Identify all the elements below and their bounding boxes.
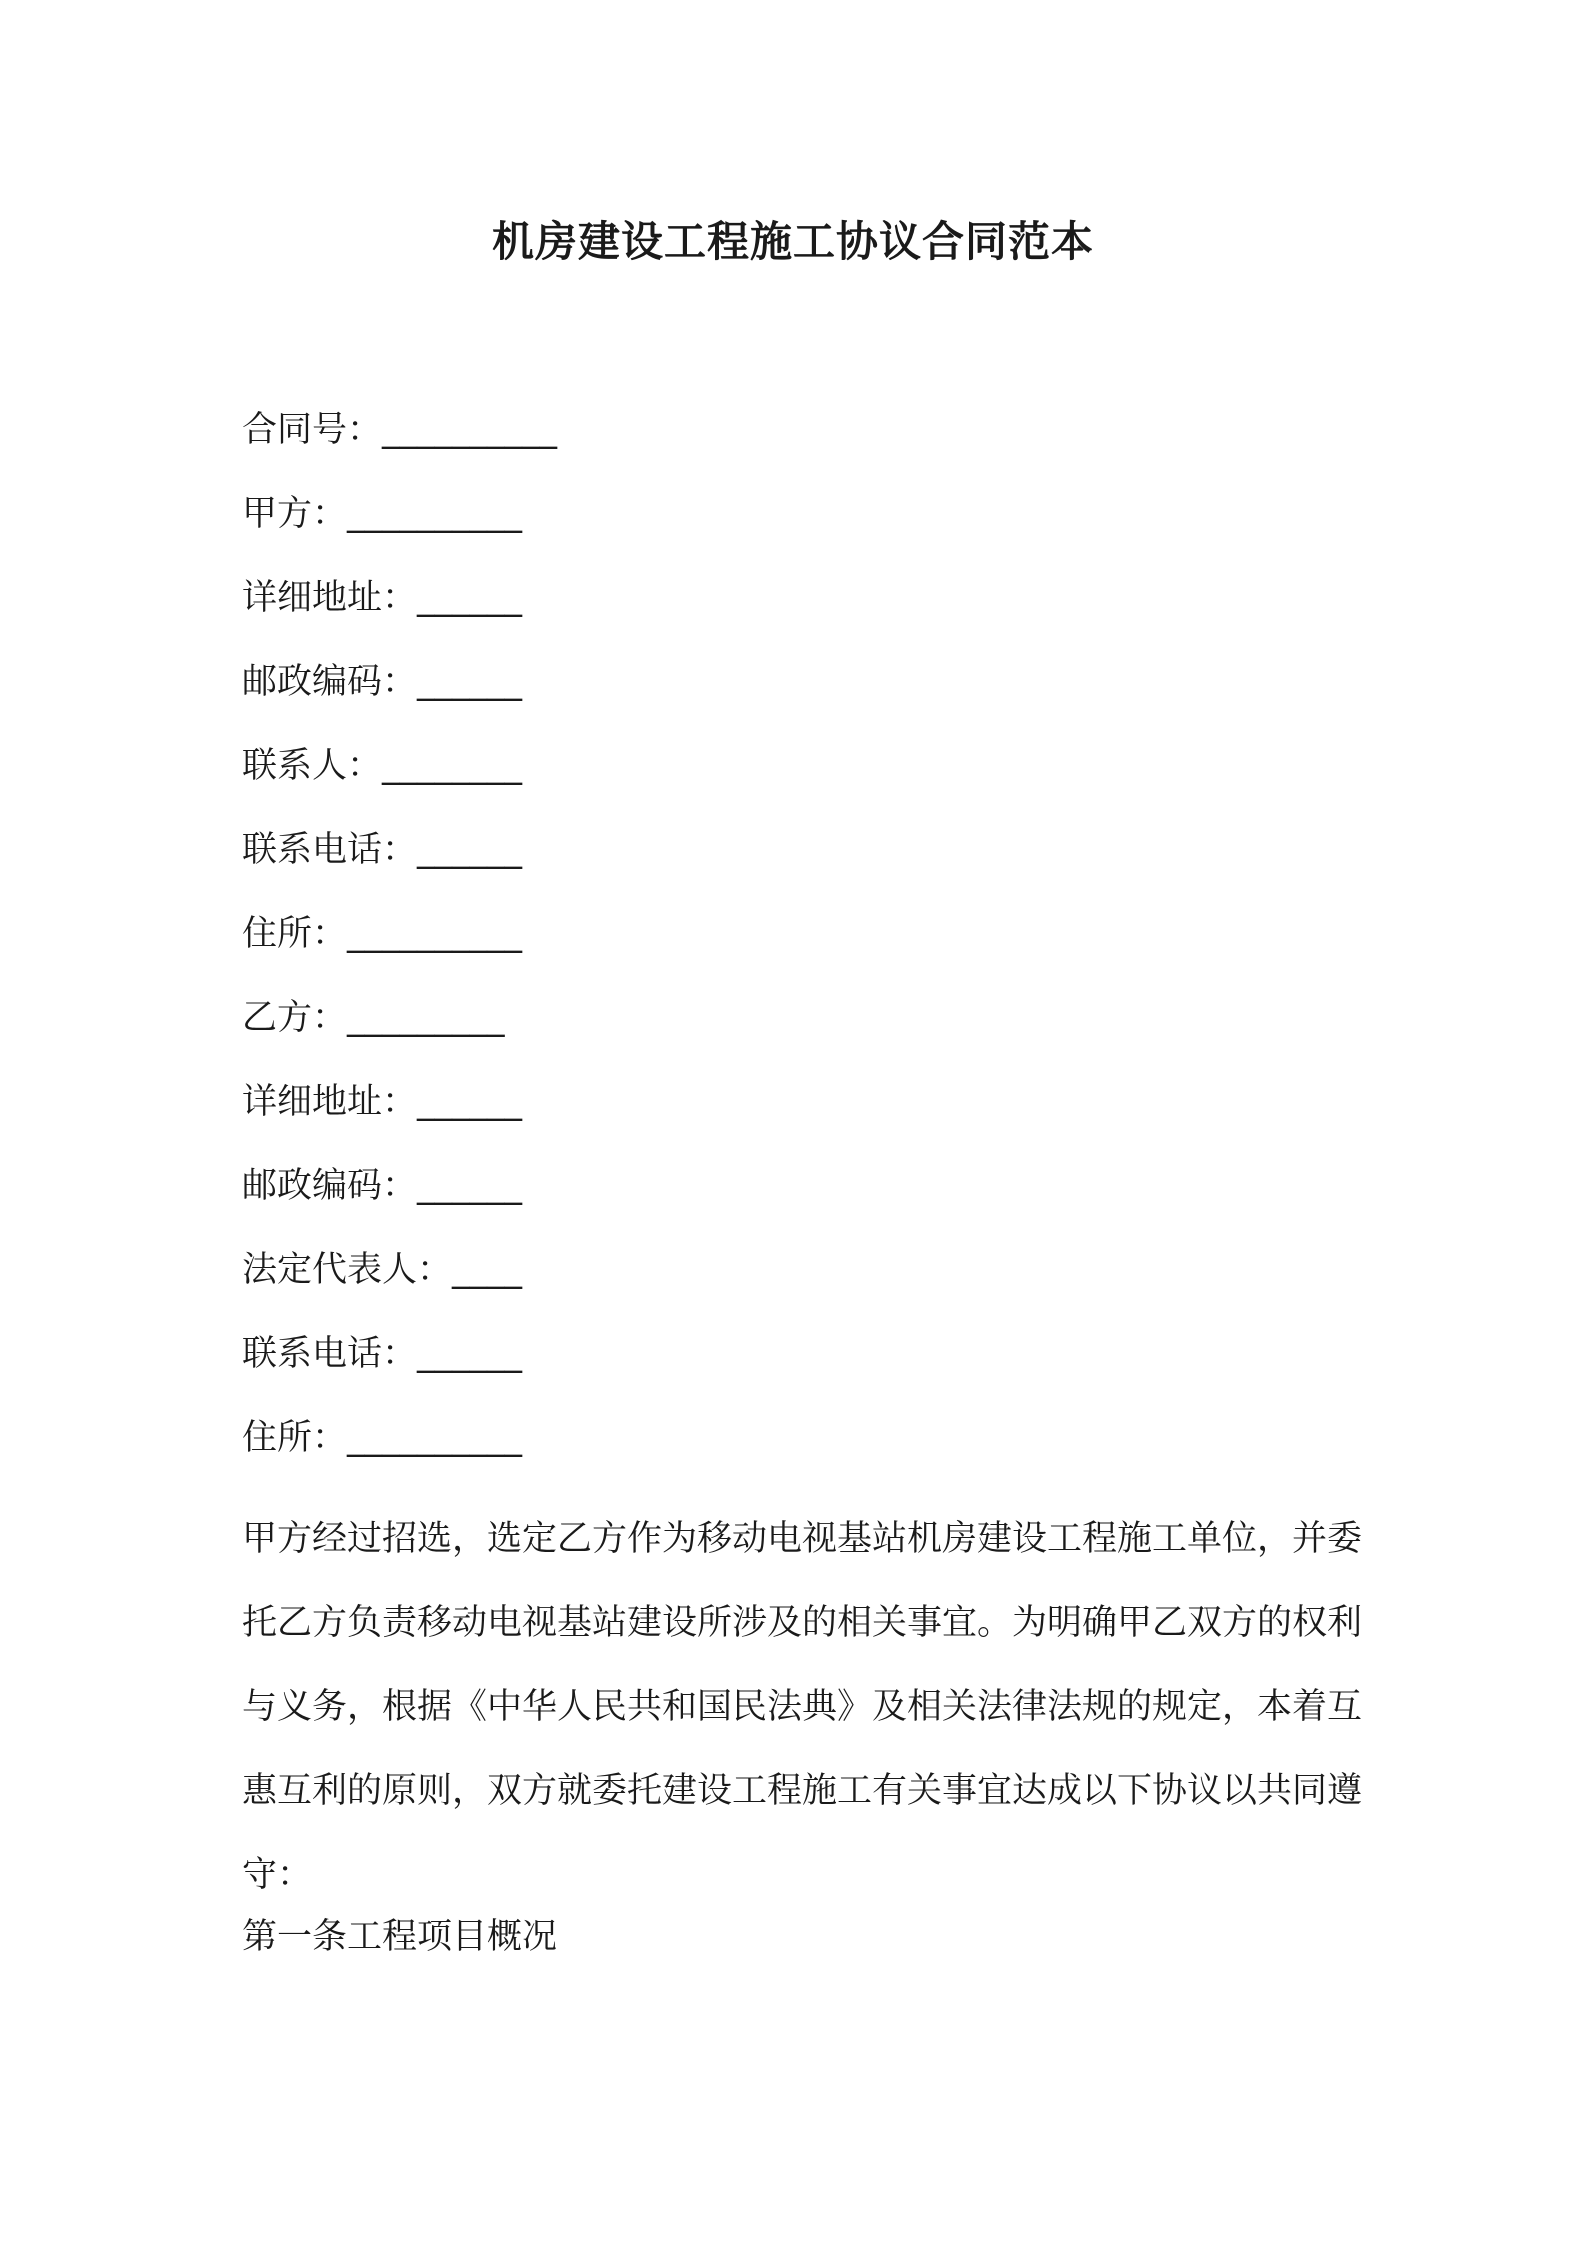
field-party-a: 甲方：__________ — [242, 494, 523, 534]
field-party-a-contact: 联系人：________ — [242, 746, 523, 786]
document-title: 机房建设工程施工协议合同范本 — [491, 217, 1094, 266]
party-fields — [242, 410, 1362, 1502]
field-party-b-phone: 联系电话：______ — [242, 1334, 523, 1374]
field-party-b-domicile: 住所：__________ — [242, 1418, 523, 1458]
field-party-b-legal-rep: 法定代表人：____ — [242, 1250, 523, 1290]
intro-paragraph: 甲方经过招选，选定乙方作为移动电视基站机房建设工程施工单位，并委托乙方负责移动电视基站建设所涉及的相关事宜。为明确甲乙双方的权利与义务，根据《中华人民共和国民法典》及相关法律法规的规定，本着互惠互利的原则，双方就委托建设工程施工有关事宜达成以下协议以共同遵守： — [242, 1519, 1363, 1895]
field-party-a-postcode: 邮政编码：______ — [242, 662, 523, 702]
field-party-a-phone: 联系电话：______ — [242, 830, 523, 870]
field-party-a-address: 详细地址：______ — [242, 578, 523, 618]
section-heading: 第一条工程项目概况 — [242, 1917, 558, 1957]
field-party-b-address: 详细地址：______ — [242, 1082, 523, 1122]
field-party-a-domicile: 住所：__________ — [242, 914, 523, 954]
field-party-b: 乙方：_________ — [242, 998, 505, 1038]
field-contract-number: 合同号：__________ — [242, 410, 558, 450]
field-party-b-postcode: 邮政编码：______ — [242, 1166, 523, 1206]
